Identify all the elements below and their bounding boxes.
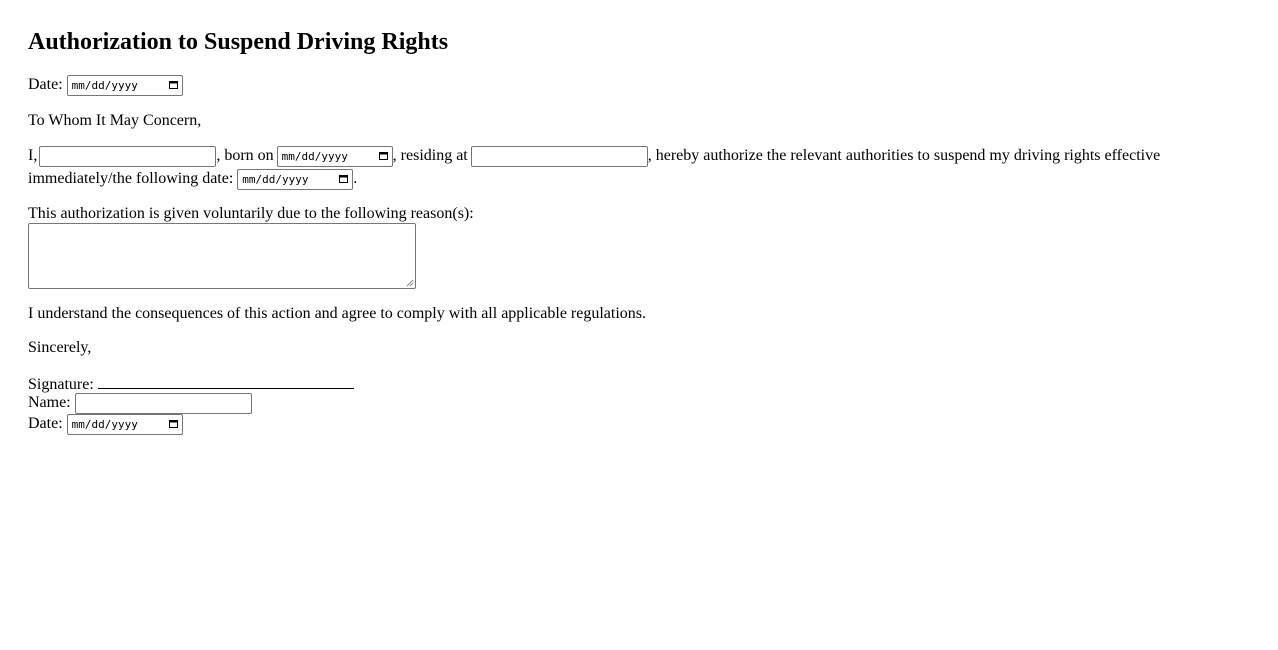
date-placeholder: mm/dd/yyyy (242, 173, 309, 186)
resize-grip-icon[interactable] (406, 279, 414, 287)
signature-row (28, 374, 354, 395)
footer-date-row (28, 414, 183, 435)
residing-at-text: , residing at (392, 147, 468, 165)
signature-line (98, 374, 354, 389)
born-on-text: , born on (216, 147, 274, 165)
footer-date-label: Date: (28, 415, 63, 433)
calendar-icon[interactable] (169, 419, 178, 428)
top-date-row (28, 75, 183, 96)
reason-label: This authorization is given voluntarily due to the following reason(s): (28, 205, 474, 222)
address-input[interactable] (471, 146, 648, 167)
name-row (28, 393, 252, 414)
date-placeholder: mm/dd/yyyy (71, 418, 138, 431)
authorize-text: , hereby authorize the relevant authorities to suspend my driving rights effective (647, 147, 1161, 165)
signature-label: Signature: (28, 376, 94, 393)
name-label: Name: (28, 394, 71, 412)
date-placeholder: mm/dd/yyyy (281, 150, 348, 163)
effective-date-input[interactable] (237, 169, 353, 190)
consequence-text: I understand the consequences of this action and agree to comply with all applicable regulations. (28, 305, 647, 322)
calendar-icon[interactable] (379, 151, 388, 160)
calendar-icon[interactable] (169, 80, 178, 89)
signature-date-input[interactable] (67, 414, 183, 435)
body-line-1 (28, 146, 1160, 167)
calendar-icon[interactable] (339, 174, 348, 183)
body-line-2 (28, 169, 357, 190)
effective-text: immediately/the following date: (28, 170, 234, 188)
page-title: Authorization to Suspend Driving Rights (28, 29, 449, 55)
full-name-input[interactable] (39, 146, 216, 167)
salutation: To Whom It May Concern, (28, 112, 202, 129)
reason-textarea[interactable] (28, 223, 416, 289)
birth-date-input[interactable] (277, 146, 393, 167)
period: . (353, 170, 358, 188)
signer-name-input[interactable] (75, 393, 252, 414)
date-label: Date: (28, 76, 63, 94)
closing: Sincerely, (28, 339, 92, 356)
date-placeholder: mm/dd/yyyy (71, 79, 138, 92)
i-prefix: I, (28, 147, 38, 165)
top-date-input[interactable] (67, 75, 183, 96)
